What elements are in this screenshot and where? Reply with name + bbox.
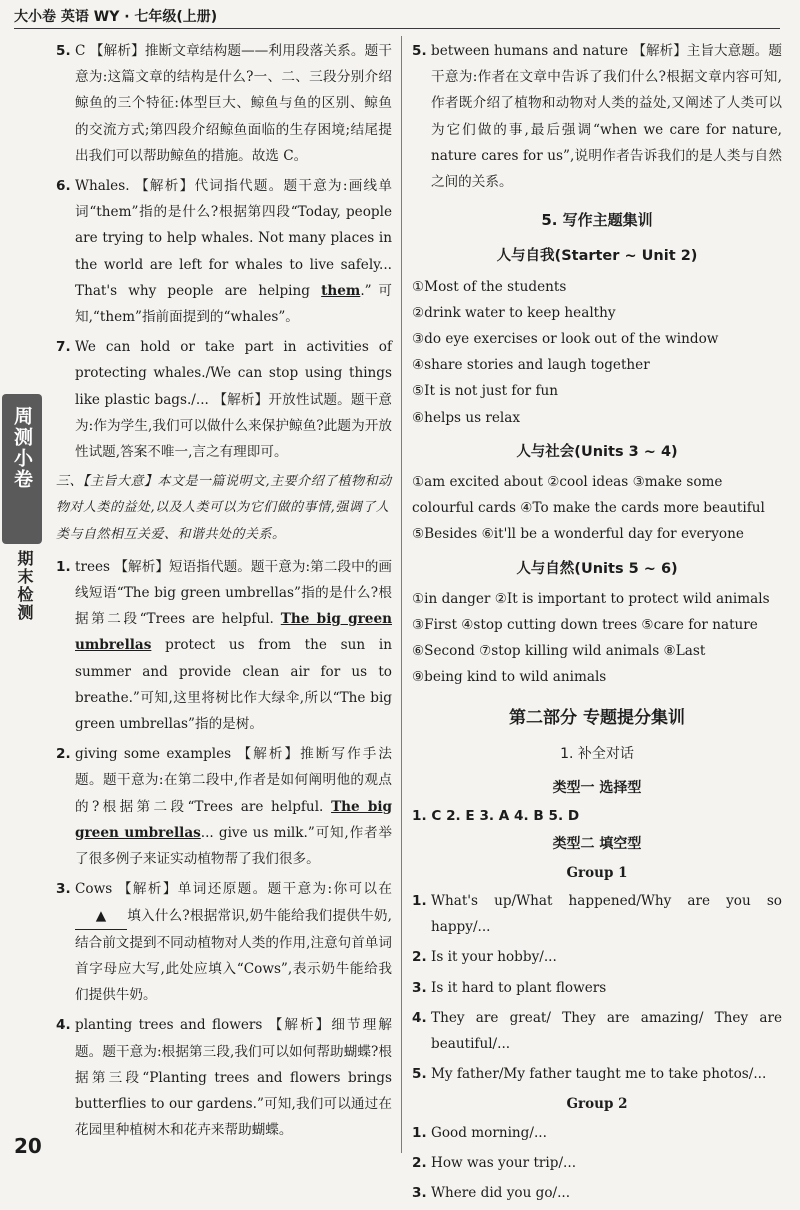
side-tab-sub: 期末检测 [15, 550, 34, 622]
answer-text: C 【解析】推断文章结构题——利用段落关系。题干意为:这篇文章的结构是什么?一、二、三段分别介绍鲸鱼的三个特征:体型巨大、鲸鱼与鱼的区别、鲸鱼的交流方式;第四段介绍鲸鱼面临的生存困境;结尾提出我们可以帮助鲸鱼的措施。故选 C。 [75, 43, 392, 164]
header-rule [14, 28, 780, 29]
item-number: 5. [412, 1066, 427, 1083]
answer-item-4 [56, 1012, 392, 1143]
theme-line: ③First ④stop cutting down trees ⑤care for nature [412, 617, 758, 634]
type-heading: 类型一 选择型 [552, 780, 642, 797]
theme-heading: 人与社会(Units 3 ~ 4) [516, 443, 678, 460]
answer-item-5b [412, 38, 782, 195]
answer-text: between humans and nature 【解析】主旨大意题。题干意为:作者在文章中告诉了我们什么?根据文章内容可知,作者既介绍了植物和动物对人类的益处,又阐述了人类可以为它们做的事,最后强调“when we care for nature, nature cares for us”,说明作者告诉我们的是人类与自然之间的关系。 [431, 43, 782, 191]
group-item [412, 888, 782, 940]
column-divider [401, 36, 402, 1153]
answer-text [75, 173, 392, 330]
theme-line: ⑥helps us relax [412, 409, 521, 426]
item-number: 1. [56, 558, 71, 575]
part-heading: 第二部分 专题提分集训 [509, 707, 685, 728]
answer-text [75, 554, 392, 737]
answer-item-5 [56, 38, 392, 169]
answer-text: Is it hard to plant flowers [431, 979, 607, 996]
item-number: 4. [56, 1017, 71, 1034]
answer-text: My father/My father taught me to take photos/... [431, 1066, 767, 1083]
item-number: 2. [412, 949, 427, 966]
answer-text: Is it your hobby/... [431, 949, 557, 966]
answer-item-6 [56, 173, 392, 330]
theme-line: ⑤Besides ⑥it'll be a wonderful day for everyone [412, 526, 744, 543]
theme-line: ⑨being kind to wild animals [412, 669, 607, 686]
theme-line: ②drink water to keep healthy [412, 304, 616, 321]
answer-text-part: giving some examples 【解析】推断写作手法题。题干意为:在第二段中,作者是如何阐明他的观点的?根据第二段“Trees are helpful. [75, 746, 392, 815]
left-column [56, 38, 392, 1147]
answer-text: Good morning/... [431, 1124, 547, 1141]
answer-text-part: Cows 【解析】单词还原题。题干意为:你可以在 [75, 881, 392, 898]
group-heading: Group 2 [566, 1096, 628, 1113]
type-heading: 类型二 填空型 [552, 836, 642, 853]
section-heading: 5. 写作主题集训 [541, 211, 653, 230]
theme-line: ①Most of the students [412, 278, 567, 295]
item-number: 5. [412, 43, 427, 59]
page-header [14, 6, 780, 30]
group-item [412, 1150, 782, 1176]
answer-text-part: trees 【解析】短语指代题。题干意为:第二段中的画线短语“The big green umbrellas”指的是什么?根据第二段“Trees are helpful. [75, 558, 392, 628]
page-number: 20 [14, 1134, 42, 1158]
answer-item-1 [56, 554, 392, 737]
theme-line: ④share stories and laugh together [412, 357, 650, 374]
theme-line: ⑥Second ⑦stop killing wild animals ⑧Last [412, 643, 706, 660]
answer-text: We can hold or take part in activities of protecting whales./We can stop using things like plastic bags./... 【解析】开放性试题。题干意为:作为学生,我们可以做什么来保护鲸鱼?此题为开放性试题,答案不唯一,言之有理即可。 [75, 339, 392, 461]
group-item [412, 1061, 782, 1087]
answer-text [75, 876, 392, 1008]
answer-text: How was your trip/... [431, 1154, 577, 1171]
item-number: 7. [56, 339, 71, 356]
answer-text: What's up/What happened/Why are you so happy/... [431, 892, 782, 936]
item-number: 5. [56, 43, 71, 59]
answer-text-part: .”可知,“them”指前面提到的“whales”。 [75, 282, 392, 326]
answer-text: They are great/ They are amazing/ They are beautiful/... [431, 1009, 782, 1052]
item-number: 1. [412, 1124, 427, 1141]
answer-text: Where did you go/... [431, 1184, 571, 1201]
item-number: 6. [56, 178, 71, 195]
answer-text-part: Whales. 【解析】代词指代题。题干意为:画线单词“them”指的是什么?根据第四段“Today, people are trying to help whales. Not many places in the world are left for whales to live safely... That's why people are helping [75, 178, 392, 299]
answer-item-3 [56, 876, 392, 1008]
item-number: 1. [412, 892, 427, 909]
theme-line: ③do eye exercises or look out of the window [412, 331, 719, 348]
subsection-heading: 1. 补全对话 [560, 745, 634, 762]
answer-text [75, 741, 392, 872]
item-number: 2. [56, 746, 71, 763]
group-heading: Group 1 [566, 864, 628, 881]
blank-marker: ▲ [75, 903, 127, 930]
underlined-phrase: The big green umbrellas [75, 611, 392, 654]
group-item [412, 1120, 782, 1146]
theme-line: ①am excited about ②cool ideas ③make some colourful cards ④To make the cards more beautiful [412, 474, 765, 517]
item-number: 2. [412, 1154, 427, 1171]
group-item [412, 1005, 782, 1057]
answer-text: planting trees and flowers 【解析】细节理解题。题干意为:根据第三段,我们可以如何帮助蝴蝶?根据第三段“Planting trees and flowers brings butterflies to our gardens.”可知,我们可以通过在花园里种植树木和花卉来帮助蝴蝶。 [75, 1017, 392, 1139]
answer-text-part: ... give us milk.”可知,作者举了很多例子来证实动植物帮了我们很多。 [75, 824, 392, 868]
theme-heading: 人与自我(Starter ~ Unit 2) [496, 248, 698, 265]
section-summary: 三、【主旨大意】本文是一篇说明文,主要介绍了植物和动物对人类的益处,以及人类可以为它们做的事情,强调了人类与自然相互关爱、和谐共处的关系。 [56, 474, 392, 542]
answer-item-2 [56, 741, 392, 872]
side-tab-label: 周测小卷 [11, 406, 33, 490]
item-number: 3. [412, 1184, 427, 1201]
answer-text-part: 填入什么?根据常识,奶牛能给我们提供牛奶,结合前文提到不同动植物对人类的作用,注意句首单词首字母应大写,此处应填入“Cows”,表示奶牛能给我们提供牛奶。 [75, 907, 392, 1004]
right-column [412, 38, 782, 1210]
group-item [412, 944, 782, 970]
theme-line: ⑤It is not just for fun [412, 383, 559, 400]
item-number: 3. [56, 881, 71, 898]
side-tab [2, 394, 42, 544]
theme-heading: 人与自然(Units 5 ~ 6) [516, 560, 678, 577]
theme-line: ①in danger ②It is important to protect wild animals [412, 590, 770, 607]
mcq-answers: 1. C 2. E 3. A 4. B 5. D [412, 808, 580, 825]
group-item [412, 975, 782, 1001]
item-number: 3. [412, 979, 427, 996]
item-number: 4. [412, 1009, 427, 1026]
group-item [412, 1180, 782, 1206]
book-title: 大小卷 英语 WY · 七年级(上册) [14, 9, 218, 25]
underlined-word: them [321, 282, 361, 299]
answer-item-7 [56, 334, 392, 465]
underlined-phrase: The big green umbrellas [75, 798, 392, 841]
answer-text-part: protect us from the sun in summer and provide clean air for us to breathe.”可知,这里将树比作大绿伞,所以“The big green umbrellas”指的是树。 [75, 637, 392, 733]
